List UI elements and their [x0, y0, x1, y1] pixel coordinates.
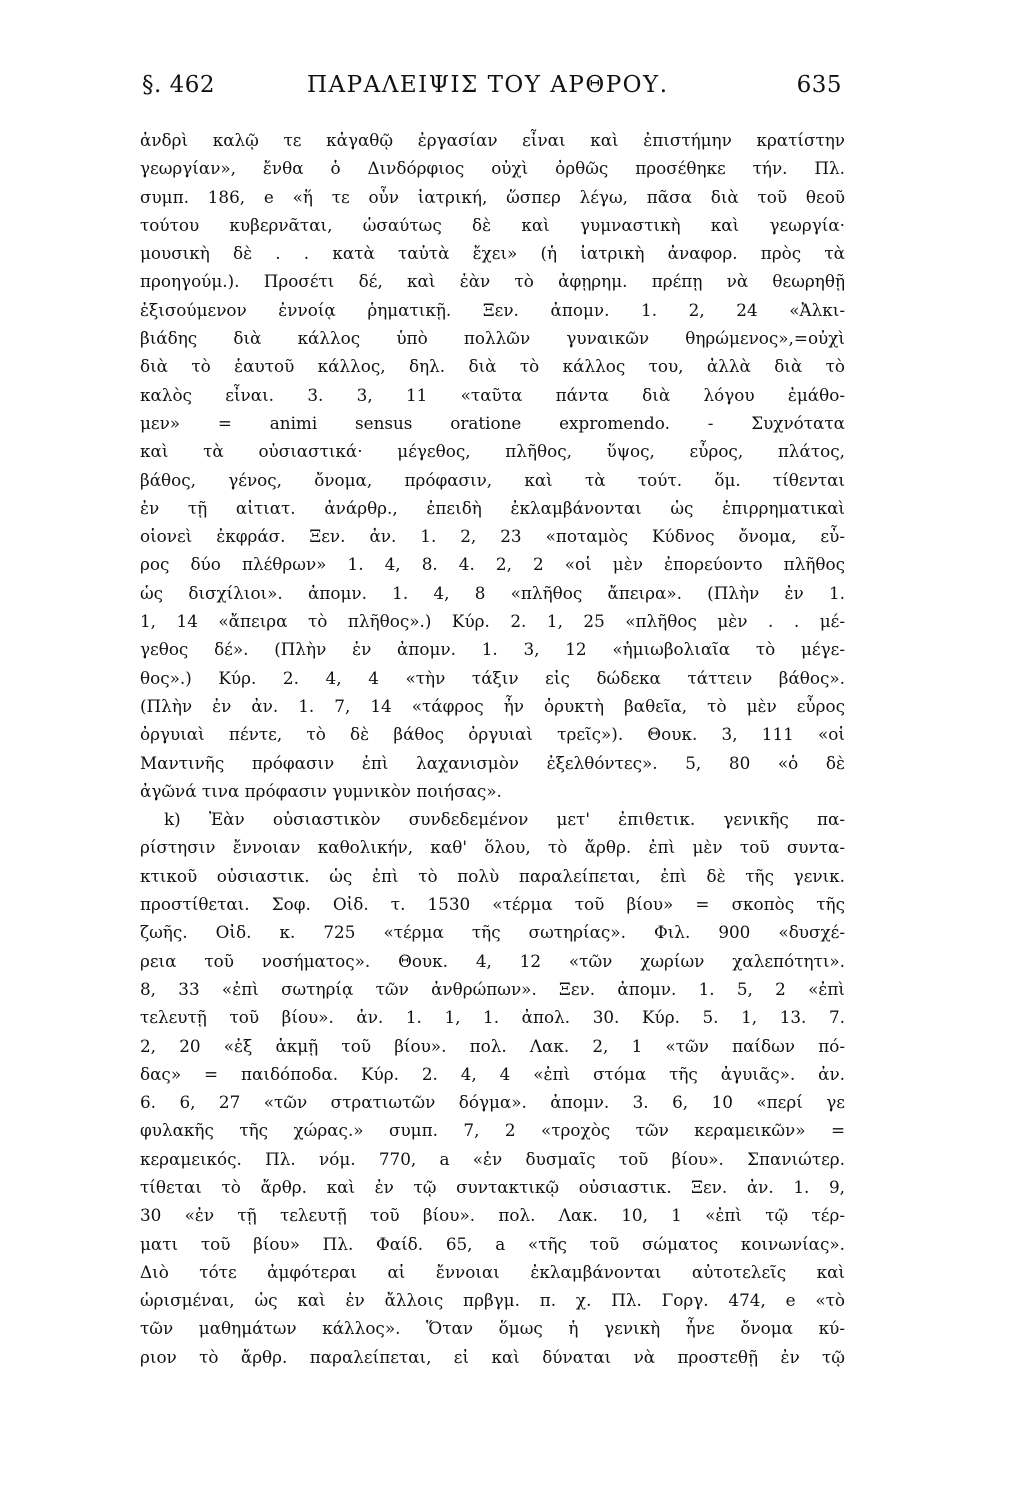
text-line: 30 «ἐν τῇ τελευτῇ τοῦ βίου». πολ. Λακ. 10, 1 «ἐπὶ τῷ τέρ- [140, 1205, 845, 1226]
text-line: συμπ. 186, e «ἥ τε οὖν ἰατρική, ὥσπερ λέγω, πᾶσα διὰ τοῦ θεοῦ [140, 186, 845, 207]
text-line: μεν» = animi sensus oratione expromendo. - Συχνότατα [140, 412, 845, 433]
text-line [140, 1371, 845, 1399]
text-line: προστίθεται. Σοφ. Οἰδ. τ. 1530 «τέρμα τοῦ βίου» = σκοπὸς τῆς [140, 894, 845, 915]
text-line: προηγούμ.). Προσέτι δέ, καὶ ἐὰν τὸ ἀφῃρημ. πρέπῃ νὰ θεωρηθῇ [140, 271, 845, 292]
text-line: ρίστησιν ἔννοιαν καθολικήν, καθ' ὅλου, τὸ ἄρθρ. ἐπὶ μὲν τοῦ συντα- [140, 837, 845, 858]
running-title: ΠΑΡΑΛΕΙΨΙΣ ΤΟΥ ΑΡΘΡΟΥ. [307, 72, 669, 98]
text-line: 8, 33 «ἐπὶ σωτηρίᾳ τῶν ἀνθρώπων». Ξεν. ἀπομν. 1. 5, 2 «ἐπὶ [140, 978, 845, 999]
text-line: μουσικὴ δὲ . . κατὰ ταὐτὰ ἔχει» (ἡ ἰατρικὴ ἀναφορ. πρὸς τὰ [140, 243, 845, 264]
text-line: ἐν τῇ αἰτιατ. ἀνάρθρ., ἐπειδὴ ἐκλαμβάνονται ὡς ἐπιρρηματικαὶ [140, 497, 845, 518]
text-line: τελευτῇ τοῦ βίου». ἀν. 1. 1, 1. ἀπολ. 30. Κύρ. 5. 1, 13. 7. [140, 1007, 845, 1028]
page-number: 635 [796, 72, 842, 98]
text-line: (Πλὴν ἐν ἀν. 1. 7, 14 «τάφρος ἦν ὀρυκτὴ βαθεῖα, τὸ μὲν εὖρος [140, 695, 845, 716]
text-line: δας» = παιδόποδα. Κύρ. 2. 4, 4 «ἐπὶ στόμα τῆς ἀγυιᾶς». ἀν. [140, 1063, 845, 1084]
text-line: ἀνδρὶ καλῷ τε κἀγαθῷ ἐργασίαν εἶναι καὶ ἐπιστήμην κρατίστην [140, 130, 845, 150]
text-line: τῶν μαθημάτων κάλλος». Ὅταν ὅμως ἡ γενικὴ ἦνε ὄνομα κύ- [140, 1318, 845, 1339]
text-line: φυλακῆς τῆς χώρας.» συμπ. 7, 2 «τροχὸς τῶν κεραμεικῶν» = [140, 1120, 845, 1141]
text-line: γεθος δέ». (Πλὴν ἐν ἀπομν. 1. 3, 12 «ἡμιωβολιαῖα τὸ μέγε- [140, 639, 845, 660]
text-line: γεωργίαν», ἔνθα ὁ Δινδόρφιος οὐχὶ ὀρθῶς προσέθηκε τήν. Πλ. [140, 158, 845, 179]
running-header [142, 72, 842, 112]
text-line: ἐξισούμενον ἐννοίᾳ ῥηματικῇ. Ξεν. ἀπομν. 1. 2, 24 «Ἀλκι- [140, 299, 845, 320]
text-line: 6. 6, 27 «τῶν στρατιωτῶν δόγμα». ἀπομν. 3. 6, 10 «περί γε [140, 1092, 845, 1113]
text-line: ριον τὸ ἄρθρ. παραλείπεται, εἰ καὶ δύναται νὰ προστεθῇ ἐν τῷ [140, 1346, 845, 1367]
text-line: ζωῆς. Οἰδ. κ. 725 «τέρμα τῆς σωτηρίας». Φιλ. 900 «δυσχέ- [140, 922, 845, 943]
text-line: ὡρισμέναι, ὡς καὶ ἐν ἄλλοις πρβγμ. π. χ. Πλ. Γοργ. 474, e «τὸ [140, 1290, 845, 1311]
text-line: ρεια τοῦ νοσήματος». Θουκ. 4, 12 «τῶν χωρίων χαλεπότητι». [140, 950, 845, 971]
text-line: ὡς δισχίλιοι». ἀπομν. 1. 4, 8 «πλῆθος ἄπειρα». (Πλὴν ἐν 1. [140, 582, 845, 603]
text-line: διὰ τὸ ἑαυτοῦ κάλλος, δηλ. διὰ τὸ κάλλος του, ἀλλὰ διὰ τὸ [140, 356, 845, 377]
text-line: 2, 20 «ἐξ ἀκμῇ τοῦ βίου». πολ. Λακ. 2, 1 «τῶν παίδων πό- [140, 1035, 845, 1056]
text-line: τούτου κυβερνᾶται, ὡσαύτως δὲ καὶ γυμναστικὴ καὶ γεωργία· [140, 214, 845, 235]
text-line: Διὸ τότε ἀμφότεραι αἱ ἔννοιαι ἐκλαμβάνονται αὐτοτελεῖς καὶ [140, 1261, 845, 1282]
section-number: §. 462 [142, 72, 216, 98]
text-line: βάθος, γένος, ὄνομα, πρόφασιν, καὶ τὰ τούτ. ὅμ. τίθενται [140, 469, 845, 490]
text-line: Μαντινῆς πρόφασιν ἐπὶ λαχανισμὸν ἐξελθόντες». 5, 80 «ὁ δὲ [140, 752, 845, 773]
text-line: βιάδης διὰ κάλλος ὑπὸ πολλῶν γυναικῶν θηρώμενος»,=οὐχὶ [140, 328, 845, 349]
paragraph-k-start: k) Ἐὰν οὐσιαστικὸν συνδεδεμένον μετ' ἐπιθετικ. γενικῆς πα- [164, 809, 845, 830]
text-line: ρος δύο πλέθρων» 1. 4, 8. 4. 2, 2 «οἱ μὲν ἐπορεύοντο πλῆθος [140, 554, 845, 575]
text-line: καλὸς εἶναι. 3. 3, 11 «ταῦτα πάντα διὰ λόγου ἐμάθο- [140, 384, 845, 405]
text-line: θος».) Κύρ. 2. 4, 4 «τὴν τάξιν εἰς δώδεκα τάττειν βάθος». [140, 667, 845, 688]
text-line: ὀργυιαὶ πέντε, τὸ δὲ βάθος ὀργυιαὶ τρεῖς»). Θουκ. 3, 111 «οἱ [140, 724, 845, 745]
text-line: καὶ τὰ οὐσιαστικά· μέγεθος, πλῆθος, ὕψος, εὖρος, πλάτος, [140, 441, 845, 462]
text-line: κτικοῦ οὐσιαστικ. ὡς ἐπὶ τὸ πολὺ παραλείπεται, ἐπὶ δὲ τῆς γενικ. [140, 865, 845, 886]
text-line: ματι τοῦ βίου» Πλ. Φαίδ. 65, a «τῆς τοῦ σώματος κοινωνίας». [140, 1233, 845, 1254]
text-line: οἱονεὶ ἐκφράσ. Ξεν. ἀν. 1. 2, 23 «ποταμὸς Κύδνος ὄνομα, εὖ- [140, 526, 845, 547]
text-line: 1, 14 «ἄπειρα τὸ πλῆθος».) Κύρ. 2. 1, 25 «πλῆθος μὲν . . μέ- [140, 611, 845, 632]
text-line: τίθεται τὸ ἄρθρ. καὶ ἐν τῷ συντακτικῷ οὐσιαστικ. Ξεν. ἀν. 1. 9, [140, 1176, 845, 1197]
text-line: ἀγῶνά τινα πρόφασιν γυμνικὸν ποιήσας». [140, 780, 502, 801]
text-line: κεραμεικός. Πλ. νόμ. 770, a «ἐν δυσμαῖς τοῦ βίου». Σπανιώτερ. [140, 1148, 845, 1169]
body-text [140, 126, 845, 1399]
